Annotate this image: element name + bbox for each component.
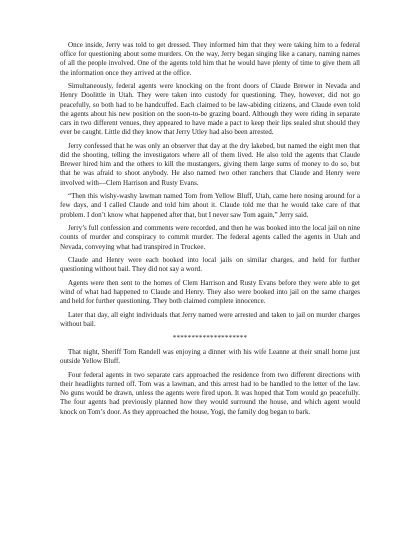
paragraph: Agents were then sent to the homes of Clem Harrison and Rusty Evans before they were able to get wind of what had happened to Claude and Henry. They also were booked into jail on the same charges and held for further questioning. They both claimed complete innocence. <box>60 279 360 306</box>
paragraph: Simultaneously, federal agents were knocking on the front doors of Claude Brewer in Nevada and Henry Doolittle in Utah. They were taken into custody for questioning. They, however, did not go peacefully, so both had to be handcuffed. Each claimed to be law-abiding citizens, and Claude even told the agents about his new position on the soon-to-be grazing board. Although they were riding in separate cars in two different venues, they appeared to have made a pact to keep their lips sealed shut should they ever be caught. Little did they know that Jerry Utley had also been arrested. <box>60 82 360 137</box>
paragraph: Jerry’s full confession and comments were recorded, and then he was booked into the local jail on nine counts of murder and conspiracy to commit murder. The federal agents called the agents in Utah and Nevada, conveying what had transpired in Truckee. <box>60 224 360 251</box>
paragraph: Four federal agents in two separate cars approached the residence from two different directions with their headlights turned off. Tom was a lawman, and this arrest had to be handled to the letter of the law. No guns would be drawn, unless the agents were fired upon. It was hoped that Tom would go peacefully. The four agents had previously planned how they would surround the house, and which agent would knock on Tom’s door. As they approached the house, Yogi, the family dog began to bark. <box>60 370 360 416</box>
paragraph: Claude and Henry were each booked into local jails on similar charges, and held for further questioning without bail. They did not say a word. <box>60 256 360 274</box>
paragraph: Once inside, Jerry was told to get dressed. They informed him that they were taking him to a federal office for questioning about some murders. On the way, Jerry began singing like a canary, naming names of all the people involved. One of the agents told him that he would have plenty of time to give them all the information once they arrived at the office. <box>60 41 360 77</box>
document-page <box>60 41 360 421</box>
scene-break-separator: ******************** <box>172 333 248 342</box>
paragraph: That night, Sheriff Tom Randell was enjoying a dinner with his wife Leanne at their small home just outside Yellow Bluff. <box>60 348 360 366</box>
paragraph: Later that day, all eight individuals that Jerry named were arrested and taken to jail on murder charges without bail. <box>60 311 360 329</box>
paragraph: “Then this wishy-washy lawman named Tom from Yellow Bluff, Utah, came here nosing around for a few days, and I called Claude and told him about it. Claude told me that he would take care of that problem. I don’t know what happened after that, but I never saw Tom again,” Jerry said. <box>60 192 360 219</box>
paragraph: Jerry confessed that he was only an observer that day at the dry lakebed, but named the eight men that did the shooting, telling the investigators where all of them lived. He also told the agents that Claude Brewer hired him and the others to kill the mustangers, giving them large sums of money to do so, but that he was afraid to shoot anybody. He also named two other ranchers that Claude and Henry were involved with—Clem Harrison and Rusty Evans. <box>60 141 360 187</box>
